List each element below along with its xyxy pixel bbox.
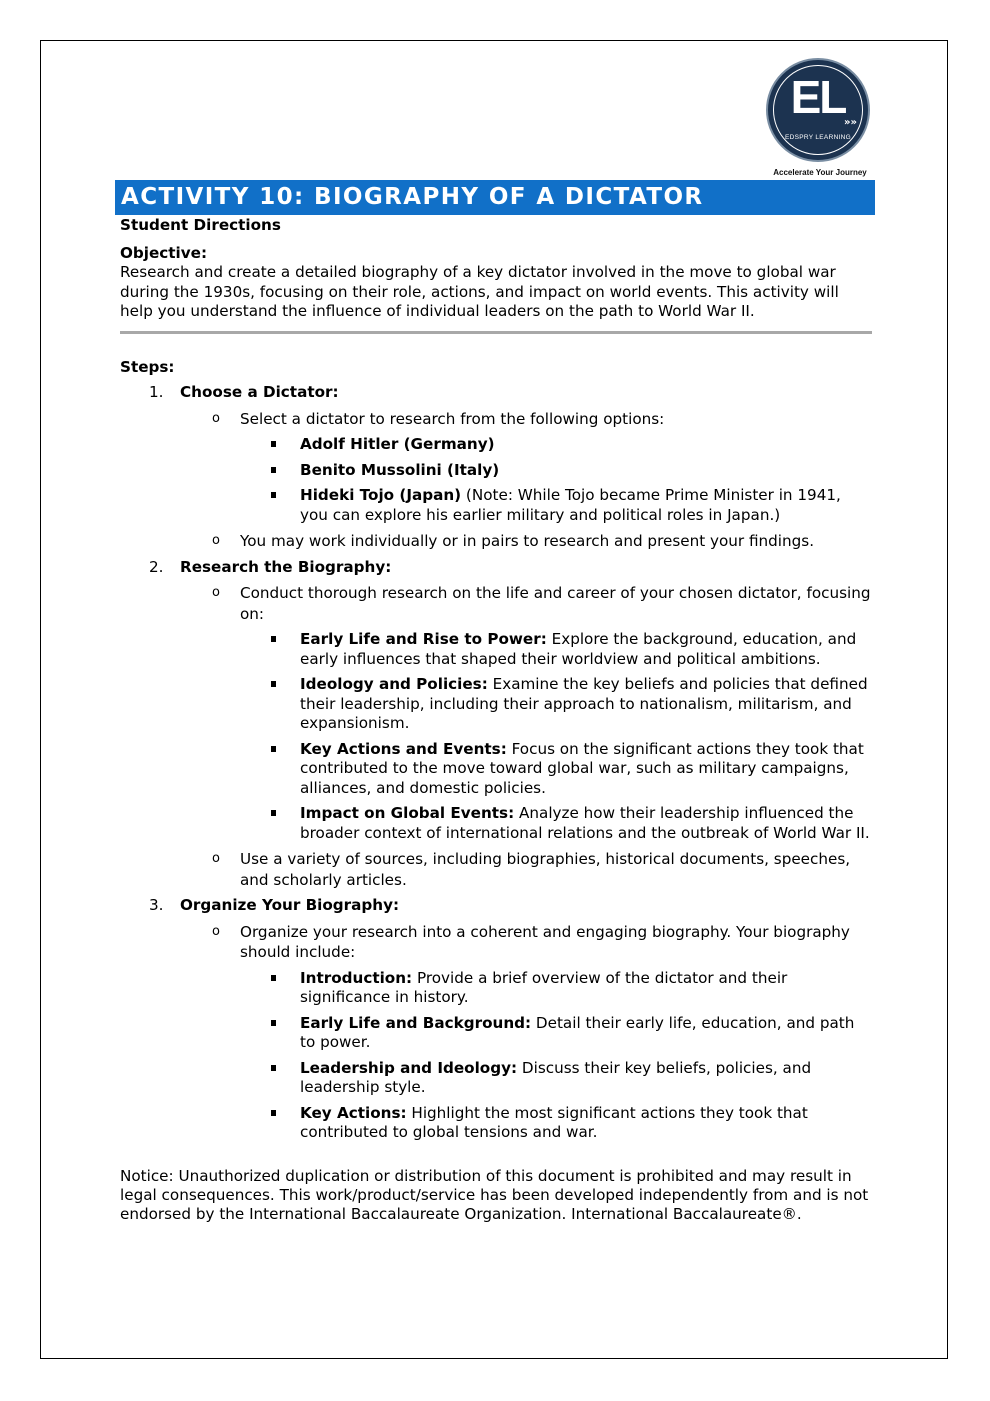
item-term: Adolf Hitler (Germany) bbox=[300, 435, 495, 453]
item-description: Detail their early life, education, and path to power. bbox=[300, 1013, 855, 1051]
square-bullet-icon bbox=[271, 975, 276, 981]
nested-list bbox=[240, 435, 872, 525]
circle-bullet-icon: o bbox=[212, 923, 220, 939]
section-subtitle: Student Directions bbox=[120, 216, 281, 234]
circle-bullet-icon: o bbox=[212, 585, 220, 600]
item-description: Highlight the most significant actions they took that contributed to global tensions and war. bbox=[300, 1103, 808, 1141]
square-bullet-icon bbox=[271, 810, 276, 816]
item-description: Examine the key beliefs and policies that defined their leadership, including their approach to nationalism, militarism, and expansionism. bbox=[300, 675, 868, 732]
sub-list bbox=[180, 409, 872, 552]
item-description: Focus on the significant actions they took that contributed to the move toward global war, such as military campaigns, alliances, and domestic policies. bbox=[300, 739, 864, 797]
item-description: Provide a brief overview of the dictator and their significance in history. bbox=[300, 968, 788, 1006]
sub-list-item bbox=[180, 922, 872, 1143]
item-term: Key Actions: bbox=[300, 1103, 407, 1122]
item-term: Early Life and Background: bbox=[300, 1013, 532, 1032]
step-item bbox=[120, 558, 872, 891]
nested-list-item bbox=[240, 804, 872, 843]
sub-list-item bbox=[180, 849, 872, 890]
sub-list-item bbox=[180, 409, 872, 526]
square-bullet-icon bbox=[271, 1110, 276, 1116]
objective-text: Research and create a detailed biography of a key dictator involved in the move to global war during the 1930s, focusing on their role, actions, and impact on world events. This activity will help you understand the influence of individual leaders on the path to World War II. bbox=[120, 263, 839, 320]
objective-label: Objective: bbox=[120, 243, 208, 262]
circle-bullet-icon: o bbox=[212, 410, 220, 426]
step-title: Organize Your Biography: bbox=[180, 896, 400, 914]
sub-list-item bbox=[180, 583, 872, 843]
step-number: 3. bbox=[149, 896, 164, 914]
document-body bbox=[120, 214, 872, 1224]
nested-list-item bbox=[240, 1014, 872, 1053]
square-bullet-icon bbox=[271, 681, 276, 687]
logo-letters: EL bbox=[790, 71, 846, 123]
nested-list-item bbox=[240, 1059, 872, 1098]
item-term: Hideki Tojo (Japan) bbox=[300, 486, 462, 504]
step-item bbox=[120, 383, 872, 552]
nested-list-item bbox=[240, 675, 872, 734]
nested-list-item bbox=[240, 486, 872, 525]
logo-circle bbox=[766, 58, 870, 162]
title-bar bbox=[115, 180, 875, 215]
square-bullet-icon bbox=[271, 1065, 276, 1071]
item-description: (Note: While Tojo became Prime Minister in 1941, you can explore his earlier military and political roles in Japan.) bbox=[300, 486, 841, 524]
square-bullet-icon bbox=[271, 1020, 276, 1026]
sub-item-text: Use a variety of sources, including biographies, historical documents, speeches, and scholarly articles. bbox=[240, 850, 851, 889]
square-bullet-icon bbox=[271, 746, 276, 752]
logo-tagline: Accelerate Your Journey bbox=[773, 168, 867, 177]
nested-list-item bbox=[240, 740, 872, 799]
sub-item-text: Organize your research into a coherent and engaging biography. Your biography should include: bbox=[240, 922, 850, 961]
item-term: Early Life and Rise to Power: bbox=[300, 630, 547, 648]
steps-label: Steps: bbox=[120, 357, 175, 376]
logo-brand-name: EDSPRY LEARNING bbox=[784, 134, 852, 141]
nested-list-item bbox=[240, 969, 872, 1008]
nested-list-item bbox=[240, 1104, 872, 1143]
item-term: Impact on Global Events: bbox=[300, 804, 515, 822]
item-term: Introduction: bbox=[300, 968, 413, 987]
step-title: Choose a Dictator: bbox=[180, 383, 339, 401]
item-description: Analyze how their leadership influenced the broader context of international relations and the outbreak of World War II. bbox=[300, 804, 870, 842]
sub-item-text: Conduct thorough research on the life and career of your chosen dictator, focusing on: bbox=[240, 584, 871, 623]
square-bullet-icon bbox=[271, 492, 276, 498]
item-description: Explore the background, education, and early influences that shaped their worldview and political ambitions. bbox=[300, 630, 857, 668]
square-bullet-icon bbox=[271, 636, 276, 642]
nested-list bbox=[240, 969, 872, 1143]
circle-bullet-icon: o bbox=[212, 851, 220, 866]
nested-list-item bbox=[240, 435, 872, 455]
steps-list bbox=[120, 383, 872, 1143]
item-term: Leadership and Ideology: bbox=[300, 1058, 518, 1077]
page-title: ACTIVITY 10: BIOGRAPHY OF A DICTATOR bbox=[121, 184, 704, 210]
step-title: Research the Biography: bbox=[180, 557, 392, 576]
edspry-learning-logo bbox=[764, 56, 872, 180]
square-bullet-icon bbox=[271, 467, 276, 473]
horizontal-divider bbox=[120, 331, 872, 334]
sub-list bbox=[180, 583, 872, 890]
chevrons-right-icon: »» bbox=[844, 117, 857, 128]
item-term: Benito Mussolini (Italy) bbox=[300, 460, 500, 479]
step-item bbox=[120, 896, 872, 1143]
item-description: Discuss their key beliefs, policies, and leadership style. bbox=[300, 1058, 812, 1096]
step-number: 2. bbox=[149, 557, 164, 576]
item-term: Key Actions and Events: bbox=[300, 739, 507, 758]
square-bullet-icon bbox=[271, 441, 276, 447]
step-number: 1. bbox=[149, 383, 164, 401]
nested-list bbox=[240, 630, 872, 843]
sub-list bbox=[180, 922, 872, 1143]
copyright-notice: Notice: Unauthorized duplication or distribution of this document is prohibited and may result in legal consequences. This work/product/service has been developed independently from and is not endorsed by the International Baccalaureate Organization. International Baccalaureate®. bbox=[120, 1166, 869, 1223]
sub-item-text: Select a dictator to research from the following options: bbox=[240, 409, 665, 428]
nested-list-item bbox=[240, 461, 872, 481]
sub-item-text: You may work individually or in pairs to research and present your findings. bbox=[240, 532, 815, 550]
circle-bullet-icon: o bbox=[212, 533, 220, 548]
nested-list-item bbox=[240, 630, 872, 669]
item-term: Ideology and Policies: bbox=[300, 675, 488, 693]
sub-list-item bbox=[180, 531, 872, 552]
